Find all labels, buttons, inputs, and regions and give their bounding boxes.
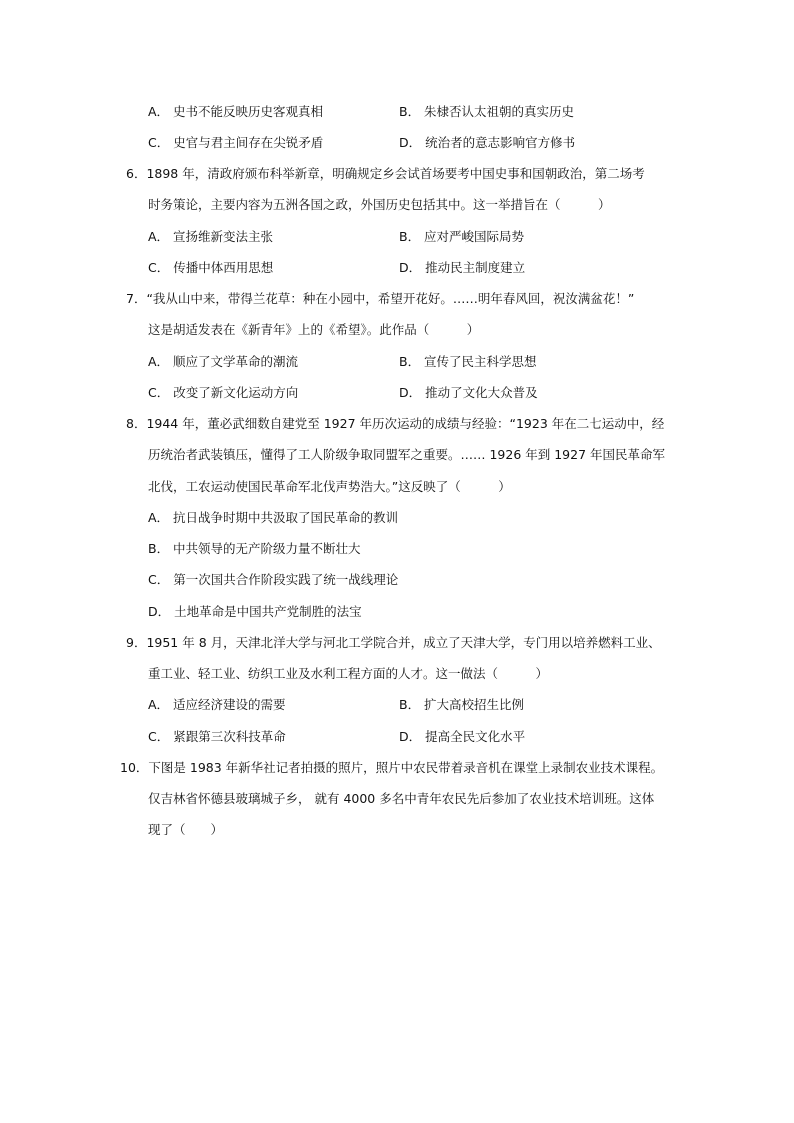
q9-option-c: C． 紧跟第三次科技革命 bbox=[148, 729, 286, 744]
q9-option-a: A． 适应经济建设的需要 bbox=[148, 697, 286, 712]
q8-option-a: A． 抗日战争时期中共汲取了国民革命的教训 bbox=[148, 510, 399, 525]
q5-option-d: D． 统治者的意志影响官方修书 bbox=[399, 135, 576, 150]
q8-stem-line-3: 北伐，工农运动使国民革命军北伐声势浩大。”这反映了（ ） bbox=[148, 479, 511, 494]
q7-option-b: B． 宣传了民主科学思想 bbox=[399, 354, 537, 369]
q6-option-b: B． 应对严峻国际局势 bbox=[399, 229, 525, 244]
q7-option-c: C． 改变了新文化运动方向 bbox=[148, 385, 299, 400]
q6-option-a: A． 宣扬维新变法主张 bbox=[148, 229, 274, 244]
q5-option-a: A． 史书不能反映历史客观真相 bbox=[148, 104, 324, 119]
q7-option-a: A． 顺应了文学革命的潮流 bbox=[148, 354, 299, 369]
q6-option-d: D． 推动民主制度建立 bbox=[399, 260, 526, 275]
q8-stem-line-2: 历统治者武装镇压，懂得了工人阶级争取同盟军之重要。…… 1926 年到 1927 年国民革命军 bbox=[148, 447, 666, 462]
q5-option-c: C． 史官与君主间存在尖锐矛盾 bbox=[148, 135, 324, 150]
q10-stem-line-2: 仅吉林省怀德县玻璃城子乡， 就有 4000 多名中青年农民先后参加了农业技术培训班。这体 bbox=[148, 791, 655, 806]
q6-stem-line-1: 6．1898 年，清政府颁布科举新章，明确规定乡会试首场要考中国史事和国朝政治，第二场考 bbox=[126, 166, 645, 181]
q5-option-b: B． 朱棣否认太祖朝的真实历史 bbox=[399, 104, 575, 119]
q7-stem-line-2: 这是胡适发表在《新青年》上的《希望》。此作品（ ） bbox=[148, 322, 480, 337]
q10-stem-line-1: 10．下图是 1983 年新华社记者拍摄的照片，照片中农民带着录音机在课堂上录制农业技术课程。 bbox=[120, 760, 664, 775]
q8-stem-line-1: 8．1944 年，董必武细数自建党至 1927 年历次运动的成绩与经验：“1923 年在二七运动中，经 bbox=[126, 416, 665, 431]
q8-option-d: D． 土地革命是中国共产党制胜的法宝 bbox=[148, 604, 362, 619]
q9-stem-line-2: 重工业、轻工业、纺织工业及水利工程方面的人才。这一做法（ ） bbox=[148, 666, 549, 681]
q7-stem-line-1: 7．“我从山中来，带得兰花草：种在小园中，希望开花好。……明年春风回，祝汝满盆花！” bbox=[126, 291, 635, 306]
q8-option-b: B． 中共领导的无产阶级力量不断壮大 bbox=[148, 541, 361, 556]
q6-option-c: C． 传播中体西用思想 bbox=[148, 260, 274, 275]
q6-stem-line-2: 时务策论，主要内容为五洲各国之政，外国历史包括其中。这一举措旨在（ ） bbox=[148, 197, 611, 212]
q9-stem-line-1: 9．1951 年 8 月，天津北洋大学与河北工学院合并，成立了天津大学，专门用以培养燃料工业、 bbox=[126, 635, 661, 650]
q10-stem-line-3: 现了（ ） bbox=[148, 822, 224, 837]
q8-option-c: C． 第一次国共合作阶段实践了统一战线理论 bbox=[148, 572, 399, 587]
q7-option-d: D． 推动了文化大众普及 bbox=[399, 385, 538, 400]
q9-option-b: B． 扩大高校招生比例 bbox=[399, 697, 525, 712]
q9-option-d: D． 提高全民文化水平 bbox=[399, 729, 526, 744]
